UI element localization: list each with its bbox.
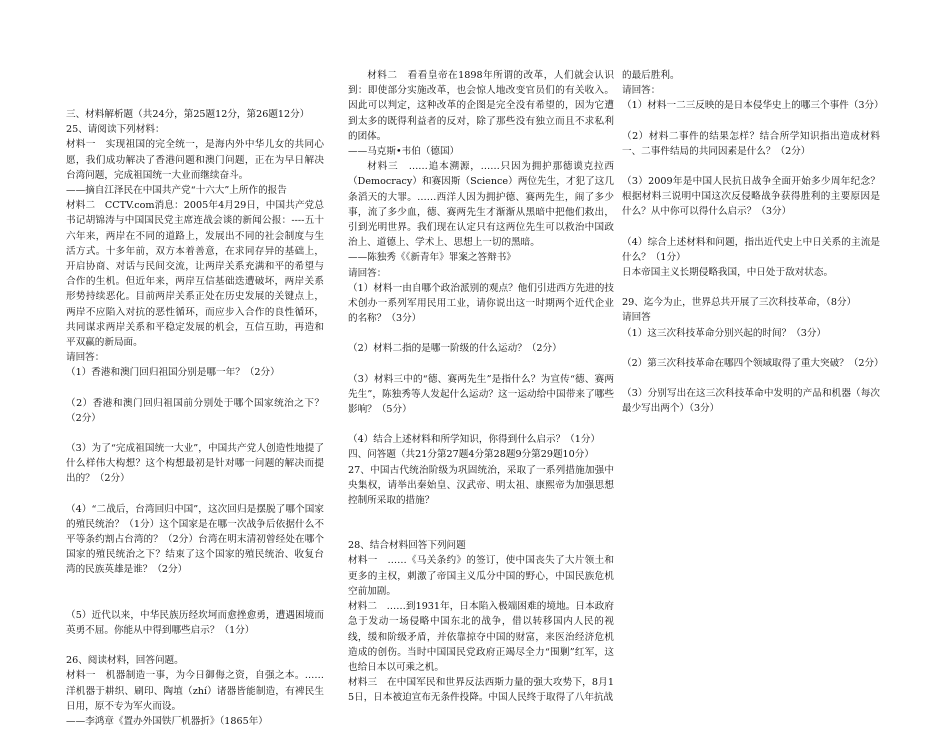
q26-sub-3: （3）材料三中的“德、赛两先生”是指什么？为宣传“德、赛两先生”，陈独秀等人发起什么运动？这一运动给中国带来了哪些影响？（5分）: [348, 373, 614, 416]
q25-sub-3: （3）为了“完成祖国统一大业”，中国共产党人创造性地提了什么样伟大构想？这个构想最初是针对哪一问题的解决而提出的？（2分）: [66, 443, 324, 485]
q28-material-1: 材料一 ……《马关条约》的签订，使中国丧失了大片领土和更多的主权，刺激了帝国主义瓜分中国的野心，中国民族危机空前加剧。: [348, 555, 614, 597]
q26-sub-1: （1）材料一由自哪个政治派别的观点？他们引进西方先进的技术创办一系列军用民用工业，请你说出这一时期两个近代企业的名称？（3分）: [348, 282, 614, 325]
q26-material-3: 材料三 ……追本溯源，……只因为拥护那德谟克拉西（Democracy）和赛因斯（Science）两位先生，才犯了这几条滔天的大罪。……西洋人因为拥护德、赛两先生，闹了多少事，流了多少血，德、赛两先生才渐渐从黑暗中把他们救出，引到光明世界。我们现在认定只有这两位先生可以救治中国政治上、道德上、学术上、思想上一切的黑暗。: [348, 161, 614, 249]
q26-prompt: 请回答：: [348, 267, 387, 279]
q29-sub-1: （1）这三次科技革命分别兴起的时间？（3分）: [622, 327, 827, 339]
q26-sub-4: （4）结合上述材料和所学知识，你得到什么启示？（1分）: [348, 434, 601, 446]
q25-sub-1: （1）香港和澳门回归祖国分别是哪一年？（2分）: [66, 367, 280, 379]
column-middle: [348, 68, 614, 706]
q25-sub-2: （2）香港和澳门回归祖国前分别处于哪个国家统治之下？（2分）: [66, 397, 324, 424]
q29-sub-3: （3）分别写出在这三次科技革命中发明的产品和机器（每次最少写出两个）（3分）: [622, 388, 880, 415]
question-29-title: 29、迄今为止，世界总共开展了三次科技革命，（8分）: [622, 297, 857, 309]
column-left: [66, 107, 324, 729]
q29-sub-2: （2）第三次科技革命在哪四个领域取得了重大突破？（2分）: [622, 357, 884, 369]
question-27: 27、中国古代统治阶级为巩固统治，采取了一系列措施加强中央集权，请举出秦始皇、汉武帝、明太祖、康熙帝为加强思想控制所采取的措施？: [348, 464, 614, 507]
question-25-title: 25、请阅读下列材料：: [66, 124, 165, 136]
q28-material-2: 材料二 ……到1931年，日本陷入极端困难的境地。日本政府急于发动一场侵略中国东北的战争，借以转移国内人民的视线，缓和阶级矛盾，并依靠掠夺中国的财富，来医治经济危机造成的创伤。当时中国国民党政府正竭尽全力“围剿”红军，这也给日本以可乘之机。: [348, 601, 614, 673]
q26-material-1: 材料一 机器制造一事，为今日御侮之资，自强之本。……洋机器于耕织、刷印、陶埴（zhí）诸器皆能制造，有裨民生日用，原不专为军火而设。: [66, 670, 324, 712]
q28-sub-4: （4）综合上述材料和问题，指出近代史上中日关系的主流是什么？（1分）: [622, 236, 880, 263]
q26-sub-2: （2）材料二指的是哪一阶级的什么运动？（2分）: [348, 343, 562, 355]
q28-sub-1: （1）材料一二三反映的是日本侵华史上的哪三个事件（3分）: [622, 100, 884, 112]
q28-material-3-continued: 的最后胜利。: [622, 70, 680, 81]
q26-material-2-source: ——马克斯•韦伯（德国）: [348, 146, 460, 158]
q28-prompt: 请回答：: [622, 85, 661, 97]
question-28-title: 28、结合材料回答下列问题: [348, 540, 466, 552]
q25-material-1-source: ——摘自江泽民在中国共产党“十六大”上所作的报告: [66, 185, 287, 197]
q28-material-3: 材料三 在中国军民和世界反法西斯力量的强大攻势下，8月15日，日本被迫宣布无条件投降。中国人民终于取得了八年抗战: [348, 677, 614, 704]
q25-material-2: 材料二 CCTV.com消息：2005年4月29日，中国共产党总书记胡锦涛与中国国民党主席连战会谈的新闻公报：----五十六年来，两岸在不同的道路上，发展出不同的社会制度与生活方式。十多年前，双方本着善意，在求同存异的基础上，开启协商、对话与民间交流，让两岸关系充满和平的希望与合作的生机。但近年来，两岸互信基础迭遭破坏，两岸关系形势持续恶化。目前两岸关系正处在历史发展的关键点上，两岸不应陷入对抗的恶性循环，而应步入合作的良性循环，共同谋求两岸关系和平稳定发展的机会，互信互助，再造和平双赢的新局面。: [66, 200, 324, 349]
q28-sub-4-answer: 日本帝国主义长期侵略我国，中日处于敌对状态。: [622, 267, 834, 279]
section-4-title: 四、问答题（共21分第27题4分第28题9分第29题10分）: [348, 449, 594, 461]
q25-material-1: 材料一 实现祖国的完全统一，是海内外中华儿女的共同心愿，我们成功解决了香港问题和澳门问题，正在为早日解决台湾问题，完成祖国统一大业而继续奋斗。: [66, 139, 324, 181]
q26-material-3-source: ——陈独秀《《新青年》罪案之答辩书》: [348, 252, 516, 264]
q25-sub-4: （4）“二战后，台湾回归中国”，这次回归是摆脱了哪个国家的殖民统治？（1分）这个国家是在哪一次战争后依据什么不平等条约割占台湾的？（2分）台湾在明末清初曾经处在哪个国家的殖民统治之下？结束了这个国家的殖民统治、收复台湾的民族英雄是谁？（2分）: [66, 503, 324, 576]
q28-sub-3: （3）2009年是中国人民抗日战争全面开始多少周年纪念？根据材料三说明中国这次反侵略战争获得胜利的主要原因是什么？从中你可以得什么启示？（3分）: [622, 176, 880, 218]
column-right: [622, 68, 884, 416]
q26-material-2: 材料二 看看皇帝在1898年所谓的改革，人们就会认识到：即使部分实施改革，也会惊人地改变官员们的有关收入。因此可以判定，这种改革的企图是完全没有希望的，因为它遭到太多的既得利益者的反对，除了那些没有独立而且不求私利的团体。: [348, 70, 614, 142]
q28-sub-2: （2）材料二事件的结果怎样？结合所学知识指出造成材料一、二事件结局的共同因素是什么？（2分）: [622, 130, 880, 157]
q26-material-1-source: ——李鸿章《置办外国铁厂机器折》（1865年）: [66, 715, 268, 727]
question-26-title: 26、阅读材料，回答问题。: [66, 655, 184, 667]
q25-sub-5: （5）近代以来，中华民族历经坎坷而愈挫愈勇，遭遇困境而英勇不屈。你能从中得到哪些启示？（1分）: [66, 609, 324, 636]
section-title: 三、材料解析题（共24分，第25题12分，第26题12分）: [66, 109, 310, 120]
q25-prompt: 请回答：: [66, 352, 105, 364]
q29-prompt: 请回答: [622, 312, 651, 324]
